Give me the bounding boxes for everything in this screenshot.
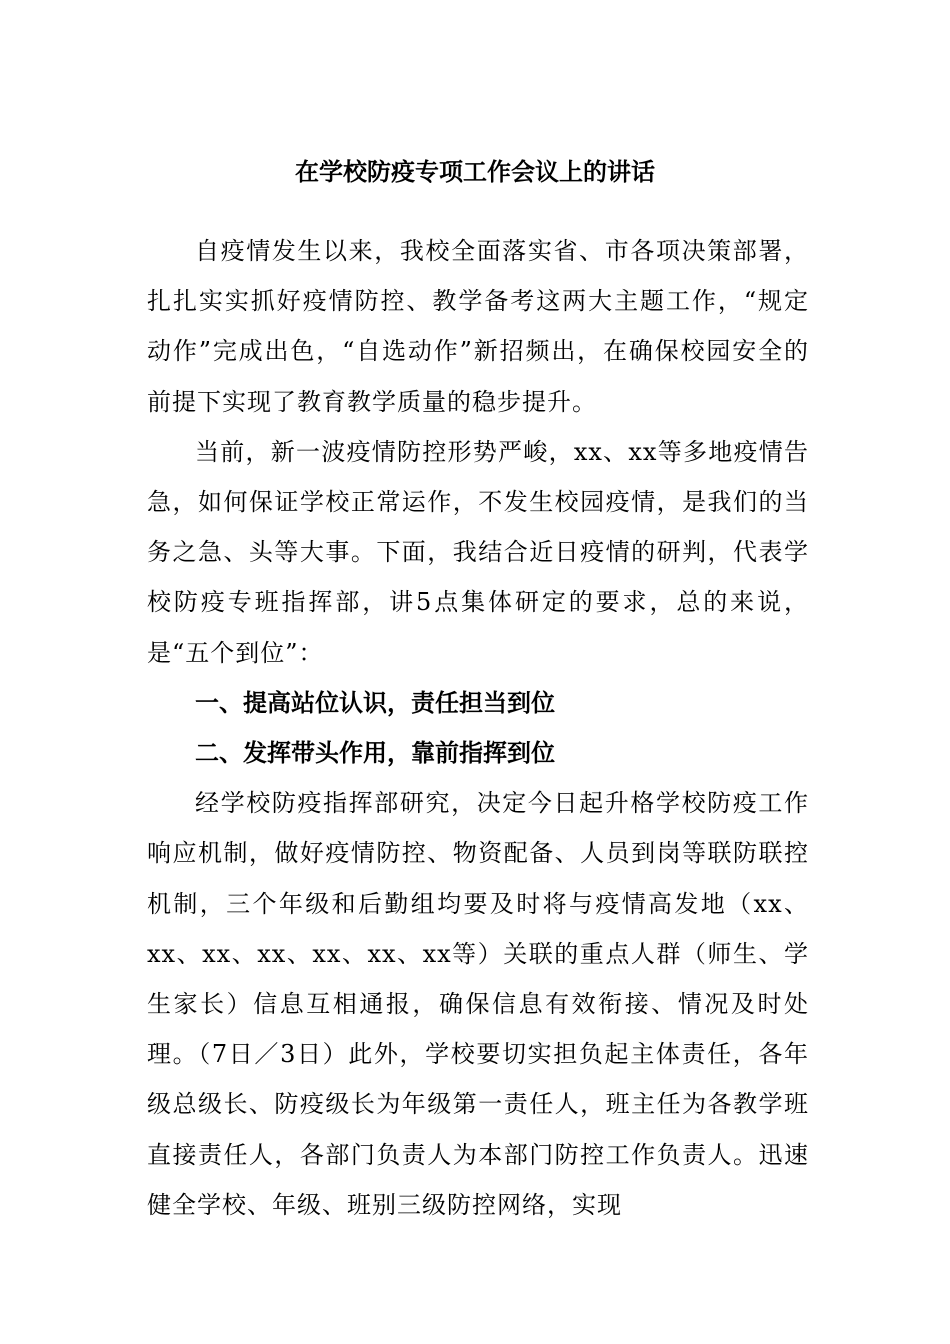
section-heading-1: 一、提高站位认识，责任担当到位: [195, 688, 555, 717]
paragraph-section-2-body: 经学校防疫指挥部研究，决定今日起升格学校防疫工作响应机制，做好疫情防控、物资配备、人员到岗等联防联控机制，三个年级和后勤组均要及时将与疫情高发地（xx、xx、xx、xx、xx、xx、xx等）关联的重点人群（师生、学生家长）信息互相通报，确保信息有效衔接、情况及时处理。（7日／3日）此外，学校要切实担负起主体责任，各年级总级长、防疫级长为年级第一责任人，班主任为各教学班直接责任人，各部门负责人为本部门防控工作负责人。迅速健全学校、年级、班别三级防控网络，实现: [147, 789, 809, 1219]
section-heading-2: 二、发挥带头作用，靠前指挥到位: [195, 739, 555, 768]
document-body: [147, 226, 809, 1230]
paragraph-intro: 自疫情发生以来，我校全面落实省、市各项决策部署，扎扎实实抓好疫情防控、教学备考这两大主题工作，“规定动作”完成出色，“自选动作”新招频出，在确保校园安全的前提下实现了教育教学质量的稳步提升。: [147, 237, 809, 416]
paragraph-current-situation: 当前，新一波疫情防控形势严峻，xx、xx等多地疫情告急，如何保证学校正常运作，不发生校园疫情，是我们的当务之急、头等大事。下面，我结合近日疫情的研判，代表学校防疫专班指挥部，讲5点集体研定的要求，总的来说，是“五个到位”：: [147, 437, 809, 667]
document-title: 在学校防疫专项工作会议上的讲话: [295, 157, 655, 186]
